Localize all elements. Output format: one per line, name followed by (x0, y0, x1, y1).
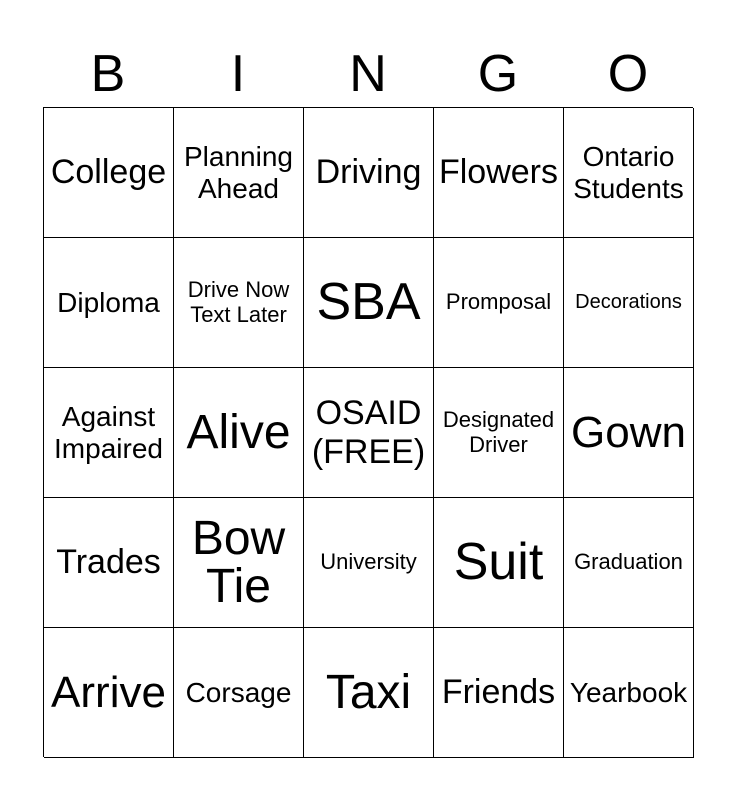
bingo-cell[interactable] (44, 368, 174, 498)
bingo-cell[interactable] (304, 368, 434, 498)
cell-label: Promposal (445, 289, 552, 315)
cell-label: Designated Driver (442, 406, 555, 457)
header-letter-n: N (349, 45, 387, 103)
cell-label: University (320, 549, 417, 575)
cell-label: College (50, 153, 167, 192)
cell-label: Friends (441, 673, 556, 712)
bingo-cell[interactable] (564, 498, 694, 628)
cell-label: Yearbook (569, 676, 688, 708)
bingo-cell[interactable] (44, 498, 174, 628)
bingo-cell[interactable] (564, 368, 694, 498)
cell-label: OSAID (FREE) (311, 394, 426, 471)
cell-label: SBA (316, 273, 421, 332)
bingo-cell[interactable] (174, 628, 304, 758)
cell-label: Alive (186, 405, 291, 459)
bingo-cell[interactable] (304, 238, 434, 368)
bingo-cell[interactable] (434, 108, 564, 238)
cell-label: Planning Ahead (184, 141, 293, 204)
header-letter-g: G (477, 45, 519, 103)
cell-label: Bow Tie (191, 511, 286, 613)
bingo-cell[interactable] (434, 368, 564, 498)
bingo-cell[interactable] (564, 108, 694, 238)
cell-label: Ontario Students (573, 141, 684, 204)
cell-label: Diploma (57, 286, 160, 318)
bingo-cell[interactable] (174, 368, 304, 498)
bingo-cell[interactable] (304, 108, 434, 238)
cell-label: Taxi (325, 665, 412, 719)
bingo-cell[interactable] (44, 238, 174, 368)
bingo-cell[interactable] (434, 238, 564, 368)
bingo-cell[interactable] (44, 108, 174, 238)
header-letter-i: I (230, 45, 246, 103)
cell-label: Arrive (51, 667, 166, 717)
cell-label: Trades (56, 543, 161, 582)
bingo-cell[interactable] (174, 498, 304, 628)
cell-label: Decorations (575, 291, 682, 314)
bingo-cell[interactable] (44, 628, 174, 758)
cell-label: Corsage (185, 676, 292, 708)
cell-label: Driving (315, 153, 422, 192)
header-letter-o: O (607, 45, 649, 103)
bingo-cell[interactable] (174, 238, 304, 368)
bingo-card (43, 107, 693, 757)
bingo-cell[interactable] (564, 238, 694, 368)
bingo-cell[interactable] (564, 628, 694, 758)
bingo-cell[interactable] (304, 628, 434, 758)
cell-label: Against Impaired (54, 401, 163, 464)
bingo-cell[interactable] (434, 628, 564, 758)
cell-label: Flowers (438, 153, 559, 192)
cell-label: Drive Now Text Later (187, 276, 290, 327)
cell-label: Suit (453, 533, 544, 592)
header-letter-b: B (90, 45, 126, 103)
bingo-cell[interactable] (434, 498, 564, 628)
cell-label: Graduation (574, 549, 683, 575)
bingo-cell[interactable] (304, 498, 434, 628)
bingo-cell[interactable] (174, 108, 304, 238)
cell-label: Gown (571, 407, 686, 457)
bingo-header (43, 40, 693, 108)
